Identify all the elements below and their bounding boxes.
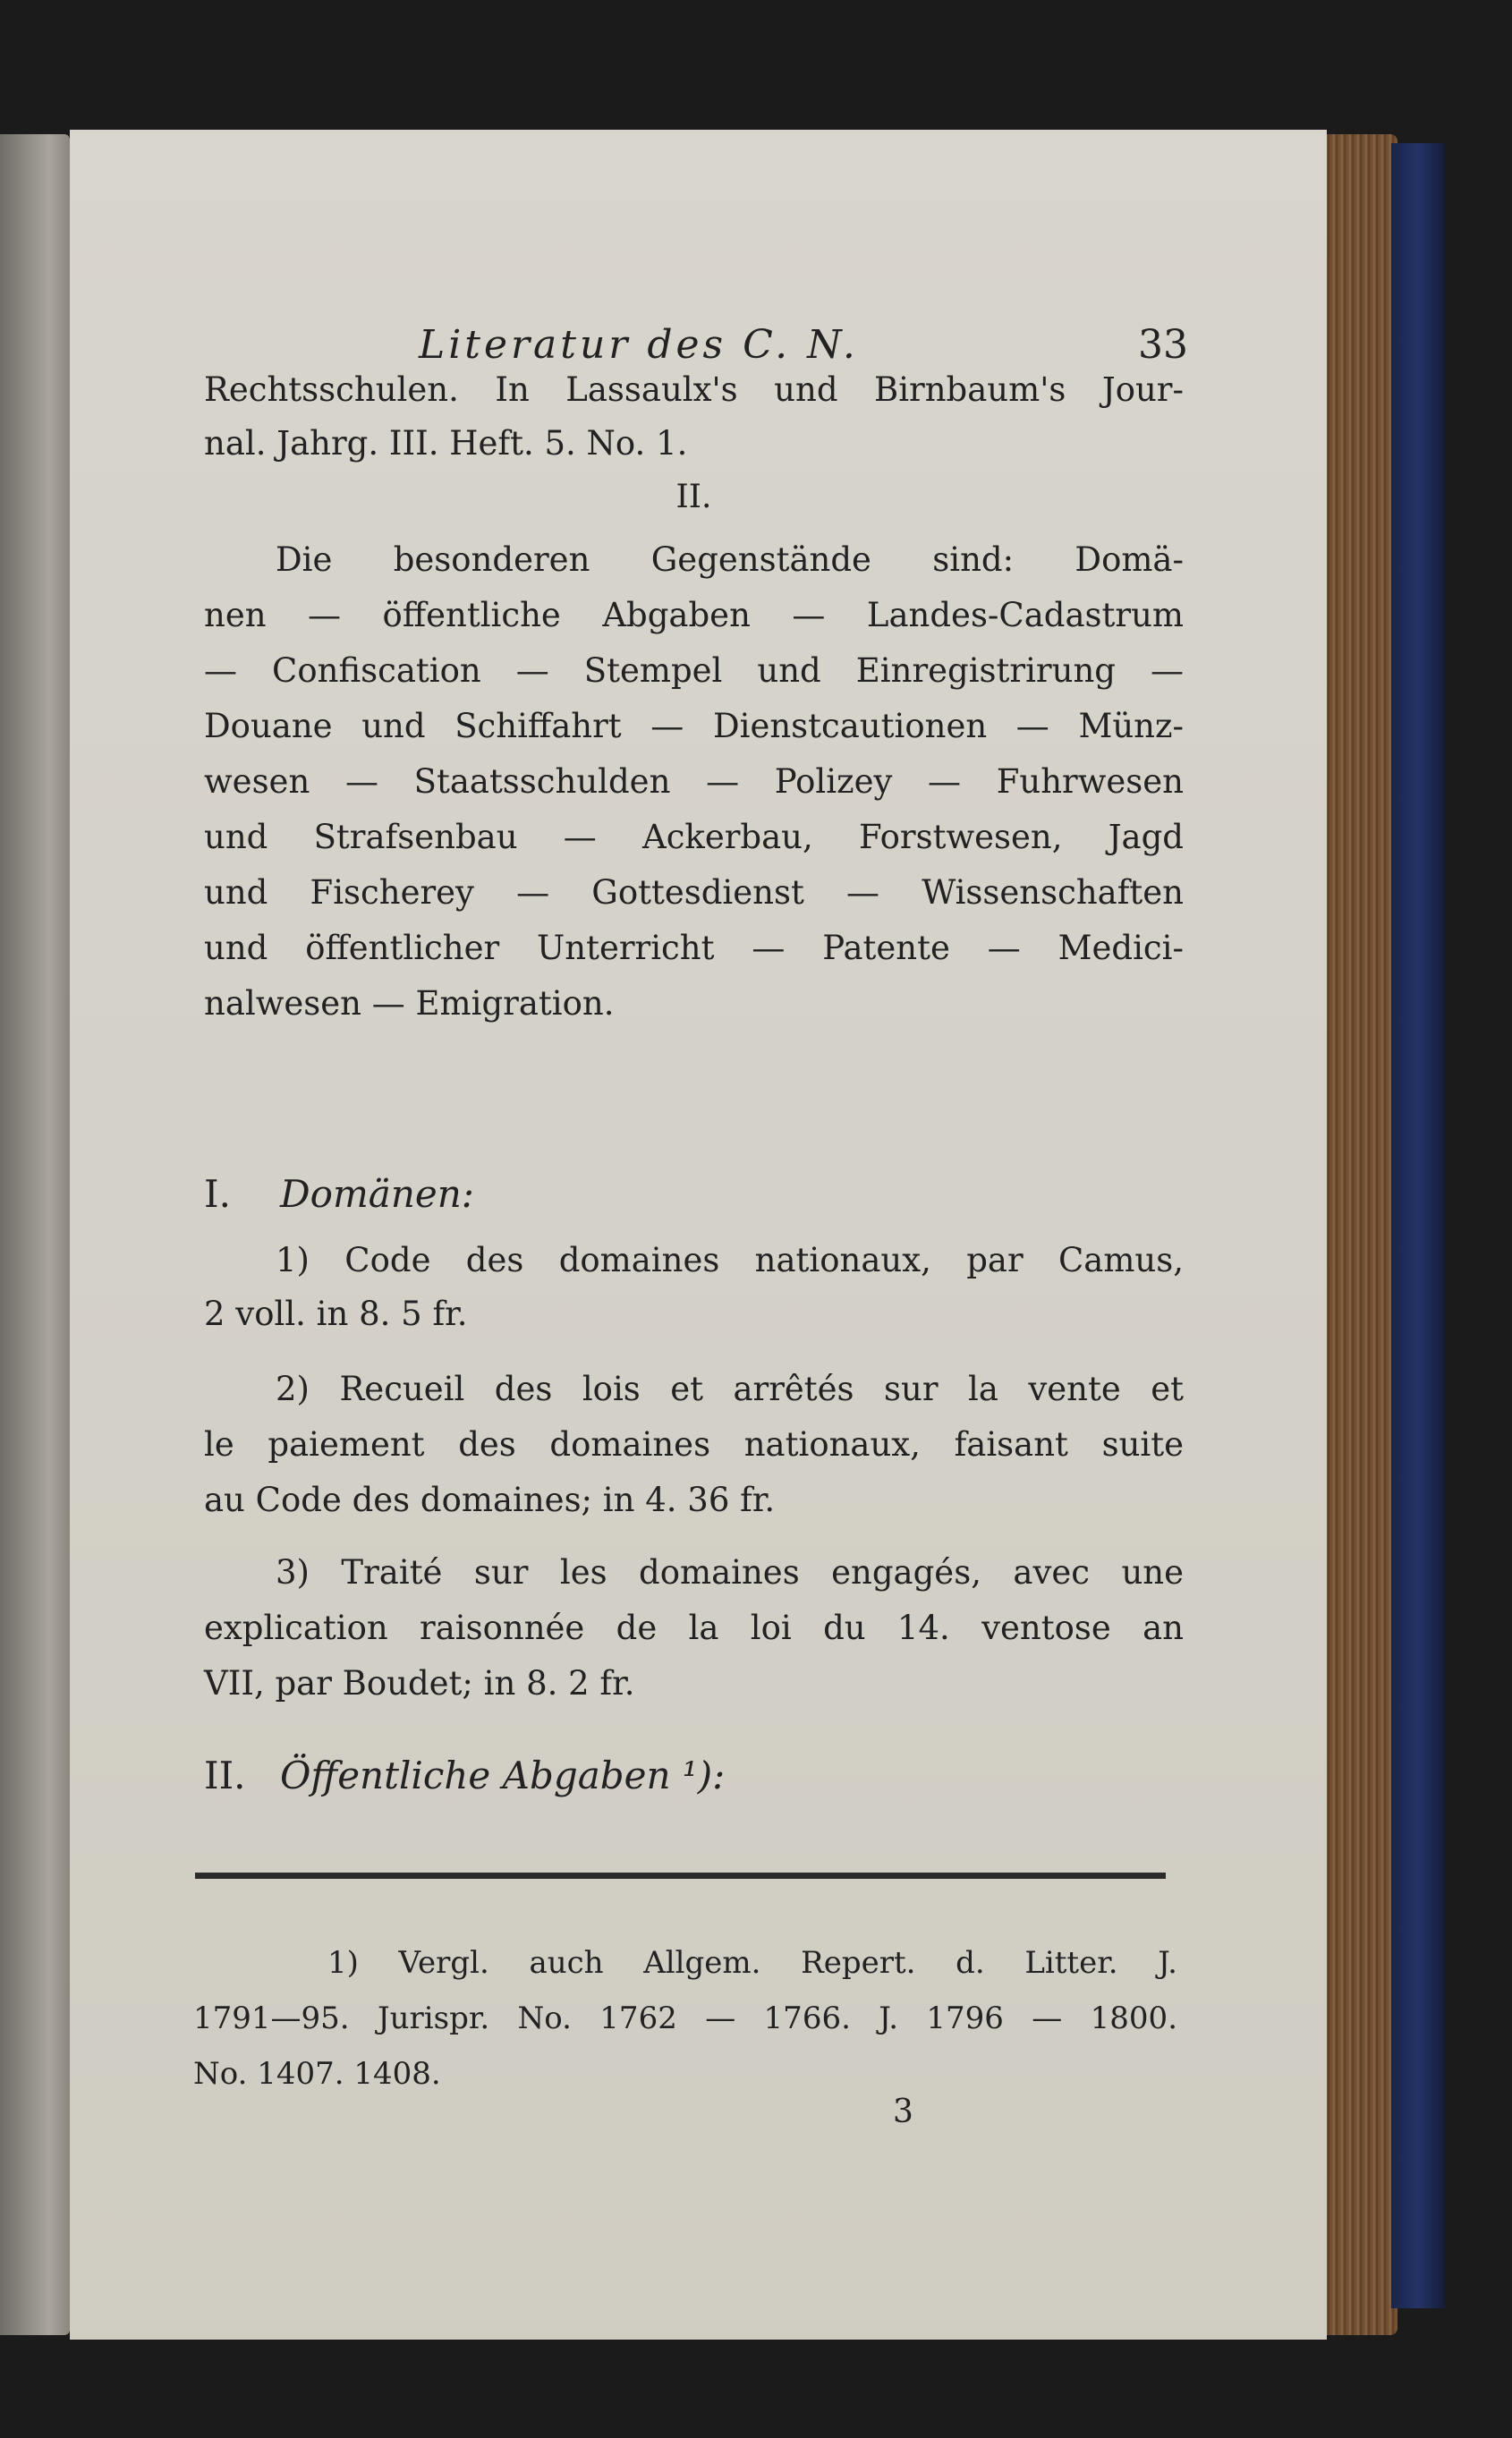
- item-2-line-2: le paiement des domaines nationaux, faisant suite: [204, 1425, 1184, 1464]
- main-paragraph-line-9: nalwesen — Emigration.: [204, 984, 615, 1023]
- section-heading-domaenen: [204, 1172, 474, 1216]
- main-paragraph-line-7: und Fischerey — Gottesdienst — Wissenschaften: [204, 873, 1184, 912]
- main-paragraph-line-2: nen — öffentliche Abgaben — Landes-Cadastrum: [204, 596, 1184, 634]
- main-paragraph-line-1: Die besonderen Gegenstände sind: Domä-: [276, 540, 1184, 579]
- section-title: Domänen:: [280, 1172, 474, 1216]
- intro-line-1: Rechtsschulen. In Lassaulx's und Birnbaum's Jour-: [204, 370, 1184, 409]
- book-spine: [1391, 143, 1445, 2308]
- book-page: [70, 130, 1327, 2340]
- item-3-line-3: VII, par Boudet; in 8. 2 fr.: [204, 1664, 635, 1703]
- footnote-line-3: No. 1407. 1408.: [193, 2056, 441, 2092]
- footnote-rule: [195, 1873, 1166, 1879]
- footnote-line-2: 1791—95. Jurispr. No. 1762 — 1766. J. 1796 — 1800.: [193, 2001, 1177, 2036]
- page-number: 33: [1138, 322, 1188, 368]
- item-1-line-2: 2 voll. in 8. 5 fr.: [204, 1295, 468, 1333]
- main-paragraph-line-6: und Strafsenbau — Ackerbau, Forstwesen, Jagd: [204, 818, 1184, 856]
- section-title: Öffentliche Abgaben ¹):: [280, 1754, 726, 1797]
- section-number: II.: [204, 1754, 246, 1797]
- running-header: [419, 322, 1188, 368]
- section-number: I.: [204, 1172, 231, 1216]
- left-page-edge: [0, 134, 70, 2335]
- item-1-line-1: 1) Code des domaines nationaux, par Camus,: [276, 1241, 1184, 1279]
- main-paragraph-line-5: wesen — Staatsschulden — Polizey — Fuhrwesen: [204, 762, 1184, 801]
- section-marker: II.: [675, 479, 712, 515]
- section-heading-abgaben: [204, 1754, 725, 1797]
- signature-mark: 3: [893, 2094, 913, 2130]
- item-3-line-1: 3) Traité sur les domaines engagés, avec une: [276, 1553, 1184, 1592]
- page-block-edge: [1315, 134, 1397, 2335]
- running-title: Literatur des C. N.: [419, 322, 859, 368]
- item-2-line-3: au Code des domaines; in 4. 36 fr.: [204, 1481, 776, 1519]
- item-2-line-1: 2) Recueil des lois et arrêtés sur la vente et: [276, 1370, 1184, 1408]
- intro-line-2: nal. Jahrg. III. Heft. 5. No. 1.: [204, 424, 688, 463]
- footnote-line-1: 1) Vergl. auch Allgem. Repert. d. Litter. J.: [327, 1945, 1177, 1981]
- main-paragraph-line-3: — Confiscation — Stempel und Einregistrirung —: [204, 651, 1184, 690]
- item-3-line-2: explication raisonnée de la loi du 14. ventose an: [204, 1609, 1184, 1647]
- main-paragraph-line-4: Douane und Schiffahrt — Dienstcautionen — Münz-: [204, 707, 1184, 745]
- main-paragraph-line-8: und öffentlicher Unterricht — Patente — Medici-: [204, 929, 1184, 967]
